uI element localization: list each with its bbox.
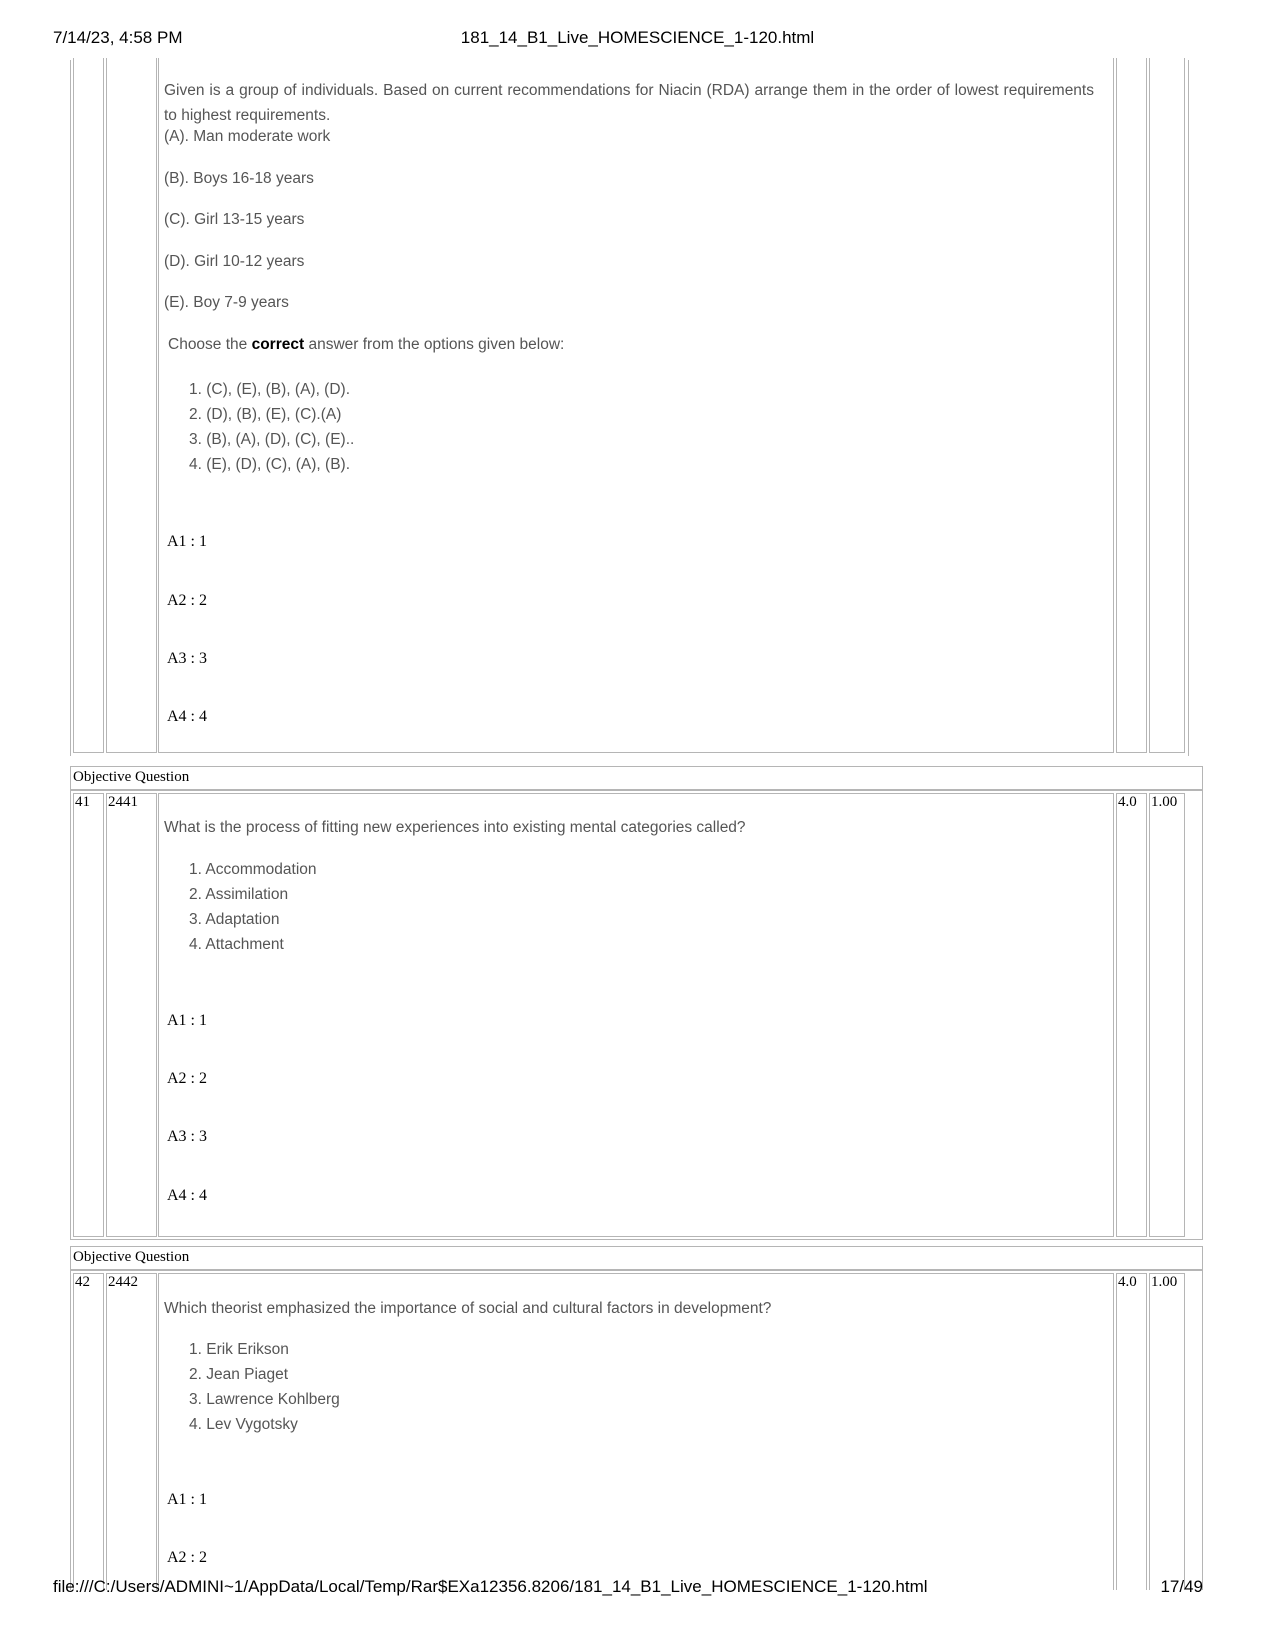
answer-3: A3 : 3	[167, 650, 207, 667]
marks: 4.0	[1118, 1274, 1137, 1290]
item-e: (E). Boy 7-9 years	[164, 294, 289, 311]
cell-marks	[1116, 793, 1147, 1237]
cell-marks	[1116, 58, 1147, 753]
answer-2: A2 : 2	[167, 1549, 207, 1566]
question-number: 42	[75, 1274, 90, 1290]
cell-num	[73, 1273, 104, 1590]
cell-neg	[1149, 793, 1185, 1237]
item-b: (B). Boys 16-18 years	[164, 170, 314, 187]
answer-4: A4 : 4	[167, 708, 207, 725]
cell-id	[106, 793, 157, 1237]
cell-num	[73, 793, 104, 1237]
question-type-label: Objective Question	[73, 1249, 190, 1265]
answer-4: A4 : 4	[167, 1187, 207, 1204]
question-type-label: Objective Question	[73, 769, 190, 785]
item-d: (D). Girl 10-12 years	[164, 253, 305, 270]
print-url: file:///C:/Users/ADMINI~1/AppData/Local/Temp/Rar$EXa12356.8206/181_14_B1_Live_HOMESCIENCE_1-120.html	[53, 1577, 928, 1596]
print-title: 181_14_B1_Live_HOMESCIENCE_1-120.html	[460, 28, 815, 47]
option-list	[189, 857, 317, 957]
answer-3: A3 : 3	[167, 1128, 207, 1145]
option-1: 1. (C), (E), (B), (A), (D).	[189, 381, 351, 398]
cell-marks	[1116, 1273, 1147, 1590]
page-number: 17/49	[1160, 1577, 1203, 1596]
marks: 4.0	[1118, 794, 1137, 810]
answer-1: A1 : 1	[167, 1491, 207, 1508]
cell-neg	[1149, 1273, 1185, 1590]
answer-1: A1 : 1	[167, 533, 207, 550]
option-3: 3. Adaptation	[189, 911, 280, 928]
option-list	[189, 1337, 340, 1437]
option-2: 2. Jean Piaget	[189, 1366, 289, 1383]
option-4: 4. Attachment	[189, 936, 284, 953]
question-text: What is the process of fitting new experiences into existing mental categories called?	[164, 819, 746, 836]
option-4: 4. (E), (D), (C), (A), (B).	[189, 456, 351, 473]
question-id: 2442	[108, 1274, 138, 1290]
option-2: 2. Assimilation	[189, 886, 289, 903]
item-a: (A). Man moderate work	[164, 128, 331, 145]
question-id: 2441	[108, 794, 138, 810]
negative-marks: 1.00	[1151, 1274, 1178, 1290]
option-1: 1. Accommodation	[189, 861, 317, 878]
cell-id	[106, 1273, 157, 1590]
option-list	[189, 377, 354, 477]
choose-instruction: Choose the correct answer from the options given below:	[168, 336, 565, 353]
item-c: (C). Girl 13-15 years	[164, 211, 305, 228]
option-1: 1. Erik Erikson	[189, 1341, 289, 1358]
answer-2: A2 : 2	[167, 1070, 207, 1087]
option-2: 2. (D), (B), (E), (C).(A)	[189, 406, 342, 423]
option-4: 4. Lev Vygotsky	[189, 1416, 298, 1433]
question-text: Given is a group of individuals. Based on current recommendations for Niacin (RDA) arrange them in the order of lowest requirements to highest requirements.	[164, 82, 1094, 124]
question-number: 41	[75, 794, 90, 810]
cell-id	[106, 58, 157, 753]
question-text: Which theorist emphasized the importance of social and cultural factors in development?	[164, 1300, 772, 1317]
cell-neg	[1149, 58, 1185, 753]
cell-num	[73, 58, 104, 753]
option-3: 3. Lawrence Kohlberg	[189, 1391, 340, 1408]
option-3: 3. (B), (A), (D), (C), (E)..	[189, 431, 355, 448]
negative-marks: 1.00	[1151, 794, 1178, 810]
answer-2: A2 : 2	[167, 592, 207, 609]
answer-1: A1 : 1	[167, 1012, 207, 1029]
print-date: 7/14/23, 4:58 PM	[53, 28, 183, 47]
